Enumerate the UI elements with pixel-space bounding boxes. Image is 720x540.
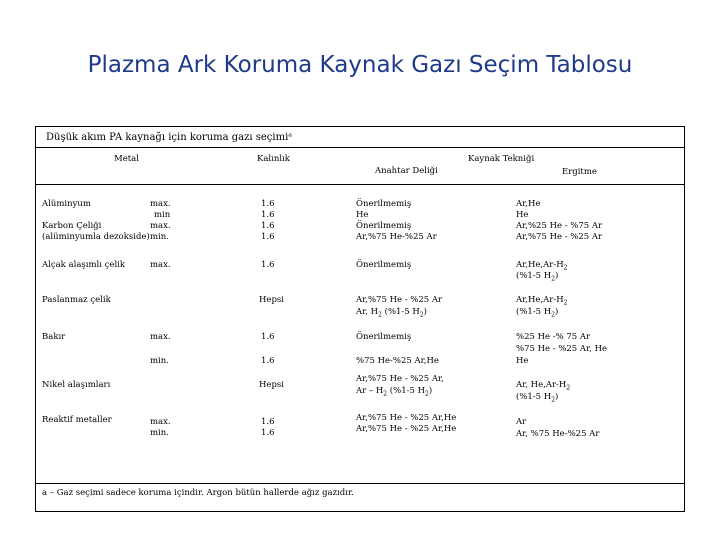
caption-divider [36,147,684,148]
keyhole-cell: %75 He-%25 Ar,He [356,356,439,366]
metal-aluminum: Alüminyum [42,199,91,209]
thickness-cell: Hepsi [259,380,284,390]
keyhole-cell: Ar,%75 He - %25 Ar [356,295,443,305]
mode-cell: max. [150,221,171,231]
keyhole-cell: Ar – $H_2$ (%1-5 $H_2$) [356,386,433,398]
footnote: a – Gaz seçimi sadece koruma içindir. Argon bütün hallerde ağız gazıdır. [42,488,354,498]
metal-low-alloy: Alçak alaşımlı çelik [42,260,126,270]
metal-stainless: Paslanmaz çelik [42,295,111,305]
thickness-cell: 1.6 [261,260,275,270]
melt-cell: (%1-5 $H_2$) [516,271,559,283]
thickness-cell: 1.6 [261,356,275,366]
thickness-cell: Hepsi [259,295,284,305]
mode-cell: min. [150,232,169,242]
page-title: Plazma Ark Koruma Kaynak Gazı Seçim Tablosu [87,52,633,78]
melt-cell: $Ar,He,Ar-H_2$ [516,295,568,307]
keyhole-cell: Önerilmemiş [356,332,412,342]
keyhole-cell: Ar,%75 He-%25 Ar [356,232,437,242]
keyhole-cell: Ar,%75 He - %25 Ar,He [356,424,457,434]
keyhole-cell: Ar, $H_2$ (%1-5 $H_2$) [356,307,427,319]
thickness-cell: 1.6 [261,199,275,209]
melt-cell: Ar,He [516,199,541,209]
thickness-cell: 1.6 [261,428,275,438]
thickness-cell: 1.6 [261,417,275,427]
melt-cell: (%1-5 $H_2$) [516,392,559,404]
metal-copper: Bakır [42,332,66,342]
melt-cell: %25 He -% 75 Ar [516,332,591,342]
thickness-cell: 1.6 [261,332,275,342]
mode-cell: min. [150,356,169,366]
gas-selection-table [35,126,685,512]
keyhole-cell: Ar,%75 He - %25 Ar, [356,374,444,384]
thickness-cell: 1.6 [261,221,275,231]
melt-cell: Ar, $He,Ar-H_2$ [516,380,571,392]
thickness-cell: 1.6 [261,232,275,242]
melt-cell: %75 He - %25 Ar, He [516,344,608,354]
header-metal: Metal [114,154,139,164]
keyhole-cell: Önerilmemiş [356,221,412,231]
melt-cell: Ar,%25 He - %75 Ar [516,221,603,231]
thickness-cell: 1.6 [261,210,275,220]
mode-cell: max. [150,199,171,209]
keyhole-cell: He [356,210,369,220]
melt-cell: $Ar,He,Ar-H_2$ [516,260,568,272]
melt-cell: Ar [516,417,527,427]
metal-reactive: Reaktif metaller [42,415,112,425]
metal-carbon-steel-note: (alüminyumla dezokside) [42,232,150,242]
header-technique: Kaynak Tekniği [468,154,535,164]
melt-cell: He [516,210,529,220]
mode-cell: max. [150,417,171,427]
header-divider [36,184,684,185]
mode-cell: min [154,210,171,220]
melt-cell: Ar, %75 He-%25 Ar [516,429,600,439]
melt-cell: He [516,356,529,366]
metal-nickel: Nikel alaşımları [42,380,111,390]
header-keyhole: Anahtar Deliği [375,166,438,176]
mode-cell: max. [150,260,171,270]
mode-cell: min. [150,428,169,438]
header-thickness: Kalınlık [257,154,290,164]
keyhole-cell: Önerilmemiş [356,199,412,209]
melt-cell: (%1-5 $H_2$) [516,307,559,319]
keyhole-cell: Önerilmemiş [356,260,412,270]
metal-carbon-steel: Karbon Çeliği [42,221,102,231]
keyhole-cell: Ar,%75 He - %25 Ar,He [356,413,457,423]
table-caption: Düşük akım PA kaynağı için koruma gazı seçimiᵃ [46,132,293,143]
mode-cell: max. [150,332,171,342]
footnote-divider [36,483,684,484]
melt-cell: Ar,%75 He - %25 Ar [516,232,603,242]
header-melt: Ergitme [562,167,597,177]
